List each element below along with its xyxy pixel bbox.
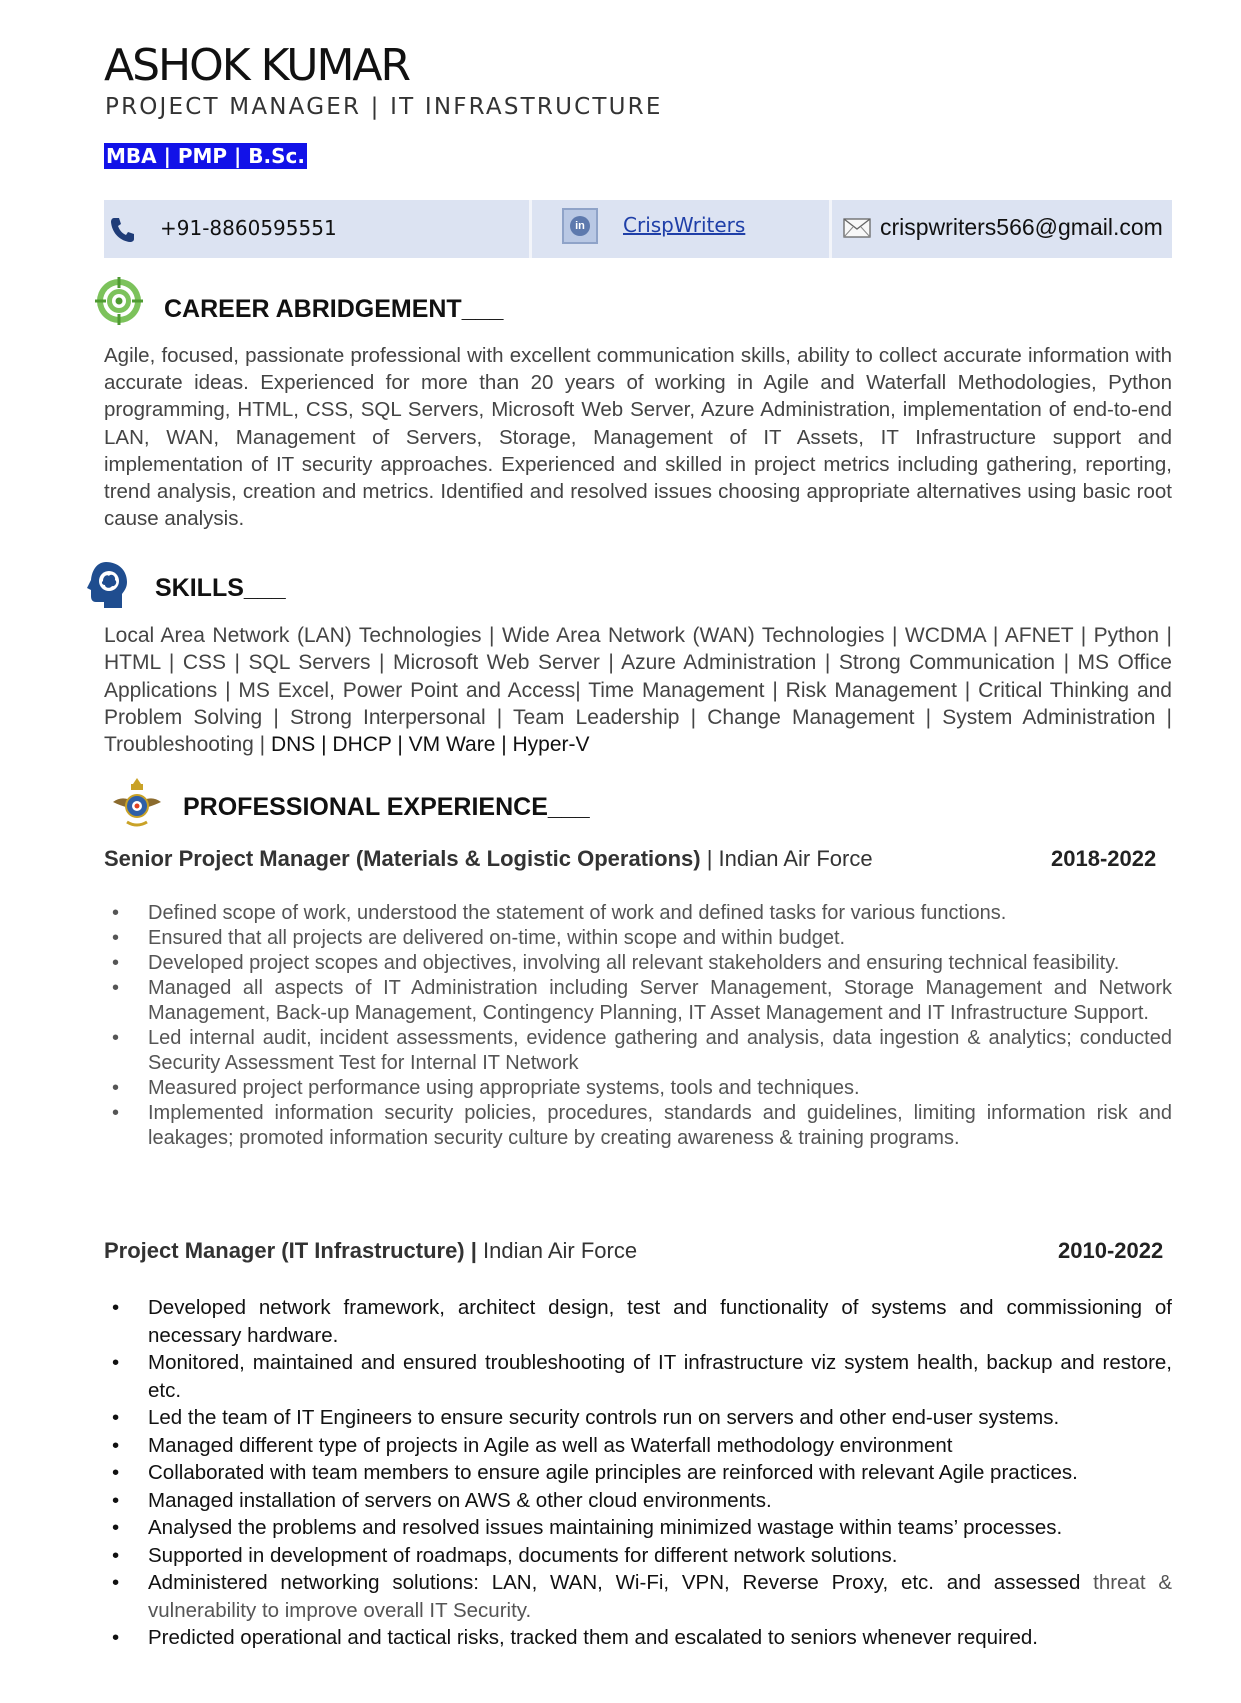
list-item: • Developed project scopes and objectives, involving all relevant stakeholders and ensuring technical feasibility. xyxy=(104,951,1172,976)
job-bullets xyxy=(104,901,1172,1151)
phone-icon xyxy=(108,214,138,244)
contact-divider xyxy=(829,200,832,258)
list-item: • Led the team of IT Engineers to ensure security controls run on servers and other end-user systems. xyxy=(104,1404,1172,1432)
skills-heading-underline: ___ xyxy=(243,574,286,602)
list-item: • Predicted operational and tactical risks, tracked them and escalated to seniors whenever required. xyxy=(104,1624,1172,1652)
brain-head-icon xyxy=(84,560,130,612)
list-item: • Developed network framework, architect design, test and functionality of systems and commissioning of necessary hardware. xyxy=(104,1294,1172,1349)
skills-heading-text: SKILLS xyxy=(155,574,244,602)
list-item: • Monitored, maintained and ensured troubleshooting of IT infrastructure viz system health, backup and restore, etc. xyxy=(104,1349,1172,1404)
job-title-line xyxy=(104,1238,1172,1264)
list-item: • Led internal audit, incident assessments, evidence gathering and analysis, data ingestion & analytics; conducted Security Assessment Test for Internal IT Network xyxy=(104,1026,1172,1076)
contact-divider xyxy=(529,200,532,258)
linkedin-icon-glyph: in xyxy=(570,216,590,236)
air-force-emblem-icon xyxy=(111,776,163,830)
skills-heading xyxy=(155,574,286,603)
email-address[interactable]: crispwriters566@gmail.com xyxy=(880,214,1163,240)
list-item: • Managed different type of projects in Agile as well as Waterfall methodology environment xyxy=(104,1432,1172,1460)
skills-text-highlight: DNS | DHCP | VM Ware | Hyper-V xyxy=(270,733,590,757)
job-role: Senior Project Manager (Materials & Logistic Operations) xyxy=(104,846,701,871)
job-years: 2010-2022 xyxy=(1058,1238,1164,1263)
list-item-text: Administered networking solutions: LAN, WAN, Wi-Fi, VPN, Reverse Proxy, etc. and assessed xyxy=(148,1571,1094,1594)
career-summary: Agile, focused, passionate professional with excellent communication skills, ability to collect accurate information with accurate ideas. Experienced for more than 20 years of working in Agile and Waterfall Methodologies, Python programming, HTML, CSS, SQL Servers, Microsoft Web Server, Azure Administration, implementation of end-to-end LAN, WAN, Management of Servers, Storage, Management of IT Assets, IT Infrastructure support and implementation of IT security approaches. Experienced and skilled in project metrics including gathering, reporting, trend analysis, creation and metrics. Identified and resolved issues choosing appropriate alternatives using basic root cause analysis. xyxy=(104,344,1172,531)
experience-heading-text: PROFESSIONAL EXPERIENCE xyxy=(183,793,548,821)
job-org: | Indian Air Force xyxy=(700,846,873,871)
contact-bar xyxy=(104,200,1172,258)
linkedin-icon[interactable] xyxy=(562,208,598,244)
candidate-name: ASHOK KUMAR xyxy=(104,40,410,91)
list-item: • Managed all aspects of IT Administration including Server Management, Storage Management and Network Management, Back-up Management, Contingency Planning, IT Asset Management and IT Infrastructure Support. xyxy=(104,976,1172,1026)
list-item: • Ensured that all projects are delivered on-time, within scope and within budget. xyxy=(104,926,1172,951)
job-role: Project Manager (IT Infrastructure) | xyxy=(104,1238,477,1263)
envelope-icon xyxy=(843,218,871,238)
career-heading-underline: ___ xyxy=(461,295,504,323)
linkedin-link[interactable]: CrispWriters xyxy=(623,213,746,237)
job-bullets xyxy=(104,1294,1172,1652)
list-item: • Measured project performance using appropriate systems, tools and techniques. xyxy=(104,1076,1172,1101)
list-item: • Collaborated with team members to ensure agile principles are reinforced with relevant Agile practices. xyxy=(104,1459,1172,1487)
list-item: • Defined scope of work, understood the statement of work and defined tasks for various functions. xyxy=(104,901,1172,926)
skills-list xyxy=(104,622,1172,758)
skills-text: Local Area Network (LAN) Technologies | Wide Area Network (WAN) Technologies | WCDMA | AFNET | Python | HTML | CSS | SQL Servers | Microsoft Web Server | Azure Administration | Strong Communication | MS Office Applications | MS Excel, Power Point and Access| Time Management | Risk Management | Critical Thinking and Problem Solving | Strong Interpersonal | Team Leadership | Change Management | System Administration | Troubleshooting | xyxy=(104,624,1172,757)
career-heading-text: CAREER ABRIDGEMENT xyxy=(164,295,462,323)
phone-number[interactable]: +91-8860595551 xyxy=(160,216,337,240)
list-item: • Supported in development of roadmaps, documents for different network solutions. xyxy=(104,1542,1172,1570)
job-org: Indian Air Force xyxy=(476,1238,638,1263)
credentials-highlight: MBA | PMP | B.Sc. xyxy=(106,144,306,168)
target-icon xyxy=(94,276,144,326)
list-item-text-muted: threat & vulnerability to improve overall IT Security. xyxy=(148,1571,1172,1622)
candidate-title: PROJECT MANAGER | IT INFRASTRUCTURE xyxy=(105,94,663,120)
list-item: • Managed installation of servers on AWS & other cloud environments. xyxy=(104,1487,1172,1515)
career-heading xyxy=(164,295,503,324)
experience-heading-underline: ___ xyxy=(547,793,590,821)
list-item: • Implemented information security policies, procedures, standards and guidelines, limiting information risk and leakages; promoted information security culture by creating awareness & training programs. xyxy=(104,1101,1172,1151)
job-years: 2018-2022 xyxy=(1051,846,1157,871)
list-item: • Analysed the problems and resolved issues maintaining minimized wastage within teams’ processes. xyxy=(104,1514,1172,1542)
job-title-line xyxy=(104,846,1172,872)
experience-heading xyxy=(183,793,590,822)
list-item xyxy=(104,1569,1172,1624)
